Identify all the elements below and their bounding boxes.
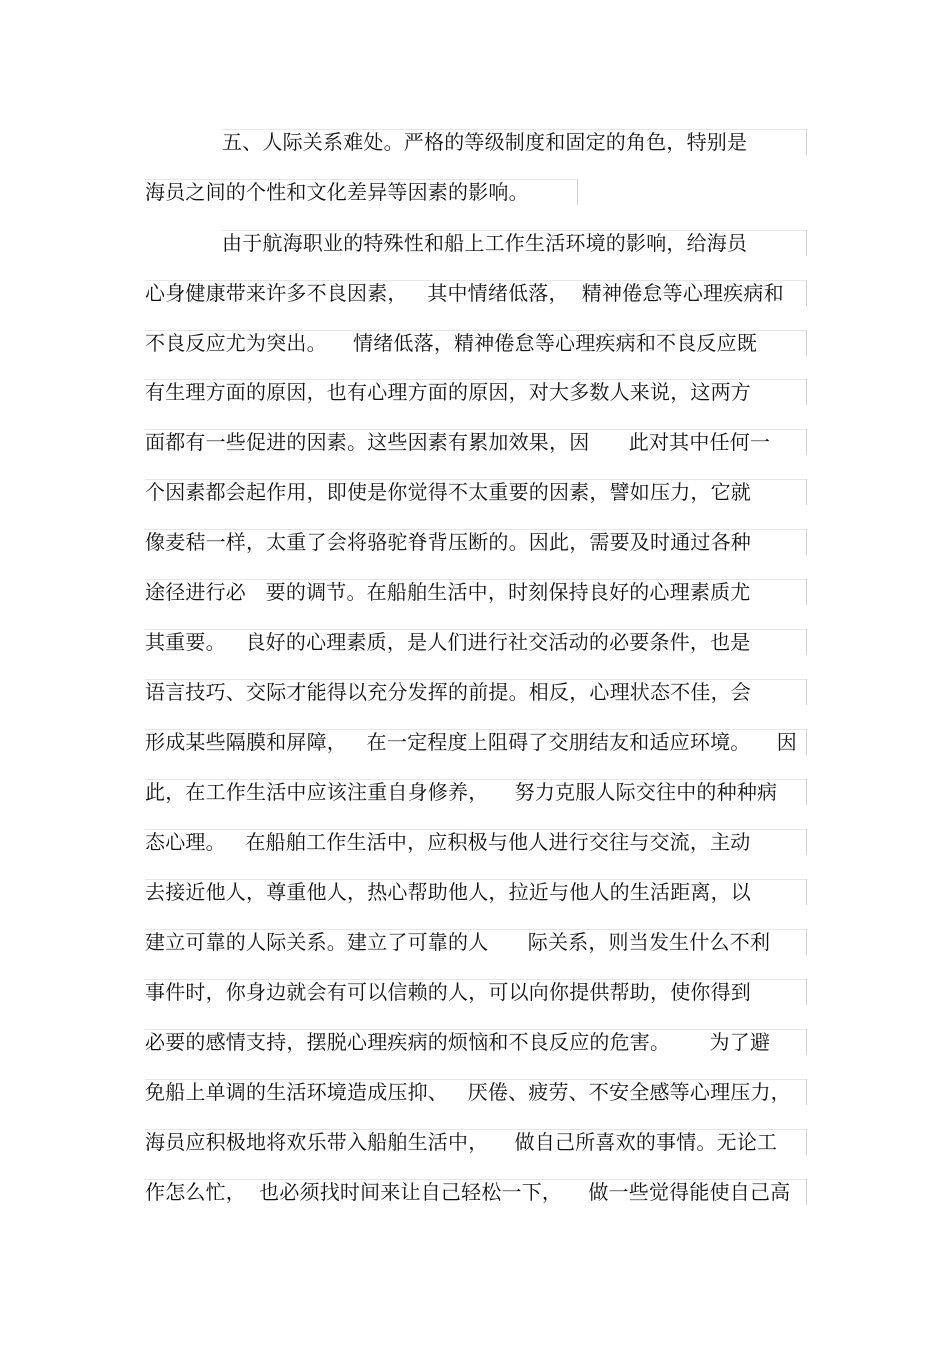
text-line: 心身健康带来许多不良因素， 其中情绪低落， 精神倦怠等心理疾病和	[145, 281, 784, 305]
text-line: 其重要。 良好的心理素质，是人们进行社交活动的必要条件，也是	[145, 630, 751, 654]
text-line: 像麦秸一样，太重了会将骆驼脊背压断的。因此，需要及时通过各种	[145, 530, 751, 554]
text-line: 海员之间的个性和文化差异等因素的影响。	[145, 180, 529, 204]
text-line: 必要的感情支持，摆脱心理疾病的烦恼和不良反应的危害。 为了避	[145, 1030, 771, 1054]
text-line: 态心理。 在船舶工作生活中，应积极与他人进行交往与交流，主动	[145, 830, 751, 854]
line-edge-mark	[806, 1079, 807, 1105]
text-line: 面都有一些促进的因素。这些因素有累加效果，因 此对其中任何一	[145, 430, 771, 454]
line-edge-mark	[806, 330, 807, 356]
line-edge-mark	[806, 929, 807, 955]
line-guide-rule	[222, 129, 806, 130]
line-edge-mark	[806, 879, 807, 905]
line-guide-rule	[145, 1179, 806, 1180]
line-guide-rule	[145, 679, 806, 680]
line-edge-mark	[806, 1029, 807, 1055]
line-guide-rule	[145, 330, 806, 331]
text-line: 建立可靠的人际关系。建立了可靠的人 际关系，则当发生什么不利	[145, 930, 771, 954]
line-guide-rule	[145, 829, 806, 830]
line-guide-rule	[145, 979, 806, 980]
line-edge-mark	[806, 679, 807, 705]
line-guide-rule	[145, 729, 806, 730]
line-edge-mark	[806, 280, 807, 306]
line-guide-rule	[145, 629, 806, 630]
line-edge-mark	[806, 779, 807, 805]
line-guide-rule	[145, 280, 806, 281]
line-guide-rule	[145, 379, 806, 380]
line-edge-mark	[806, 1179, 807, 1205]
text-line: 海员应积极地将欢乐带入船舶生活中， 做自己所喜欢的事情。无论工	[145, 1130, 778, 1154]
line-edge-mark	[806, 829, 807, 855]
line-guide-rule	[145, 429, 806, 430]
line-edge-mark	[806, 529, 807, 555]
line-guide-rule	[145, 479, 806, 480]
text-line: 事件时，你身边就会有可以信赖的人，可以向你提供帮助，使你得到	[145, 980, 751, 1004]
line-edge-mark	[806, 729, 807, 755]
line-guide-rule	[145, 529, 806, 530]
line-edge-mark	[806, 429, 807, 455]
text-line: 五、人际关系难处。严格的等级制度和固定的角色，特别是	[222, 130, 748, 154]
line-edge-mark	[806, 1129, 807, 1155]
text-line: 形成某些隔膜和屏障， 在一定程度上阻碍了交朋结友和适应环境。 因	[145, 730, 797, 754]
text-line: 语言技巧、交际才能得以充分发挥的前提。相反，心理状态不佳，会	[145, 680, 751, 704]
text-line: 途径进行必 要的调节。在船舶生活中，时刻保持良好的心理素质尤	[145, 580, 751, 604]
line-edge-mark	[806, 579, 807, 605]
line-edge-mark	[806, 979, 807, 1005]
line-guide-rule	[145, 879, 806, 880]
line-edge-mark	[806, 129, 807, 155]
text-line: 有生理方面的原因，也有心理方面的原因，对大多数人来说，这两方	[145, 380, 751, 404]
text-line: 此，在工作生活中应该注重自身修养， 努力克服人际交往中的种种病	[145, 780, 778, 804]
text-line: 去接近他人，尊重他人，热心帮助他人，拉近与他人的生活距离，以	[145, 880, 751, 904]
text-line: 不良反应尤为突出。 情绪低落，精神倦怠等心理疾病和不良反应既	[145, 331, 758, 355]
line-edge-mark	[806, 629, 807, 655]
line-guide-rule	[145, 1129, 806, 1130]
line-edge-mark	[577, 179, 578, 205]
text-line: 作怎么忙， 也必须找时间来让自己轻松一下， 做一些觉得能使自己高	[145, 1180, 791, 1204]
line-edge-mark	[806, 479, 807, 505]
text-line: 个因素都会起作用，即使是你觉得不太重要的因素，譬如压力，它就	[145, 480, 751, 504]
text-line: 由于航海职业的特殊性和船上工作生活环境的影响，给海员	[222, 231, 748, 255]
line-guide-rule	[145, 1079, 806, 1080]
line-guide-rule	[145, 1029, 806, 1030]
line-guide-rule	[145, 179, 577, 180]
text-line: 免船上单调的生活环境造成压抑、 厌倦、疲劳、不安全感等心理压力，	[145, 1080, 791, 1104]
line-edge-mark	[806, 379, 807, 405]
line-guide-rule	[145, 579, 806, 580]
line-guide-rule	[145, 779, 806, 780]
line-edge-mark	[806, 230, 807, 256]
line-guide-rule	[145, 929, 806, 930]
line-guide-rule	[222, 230, 806, 231]
